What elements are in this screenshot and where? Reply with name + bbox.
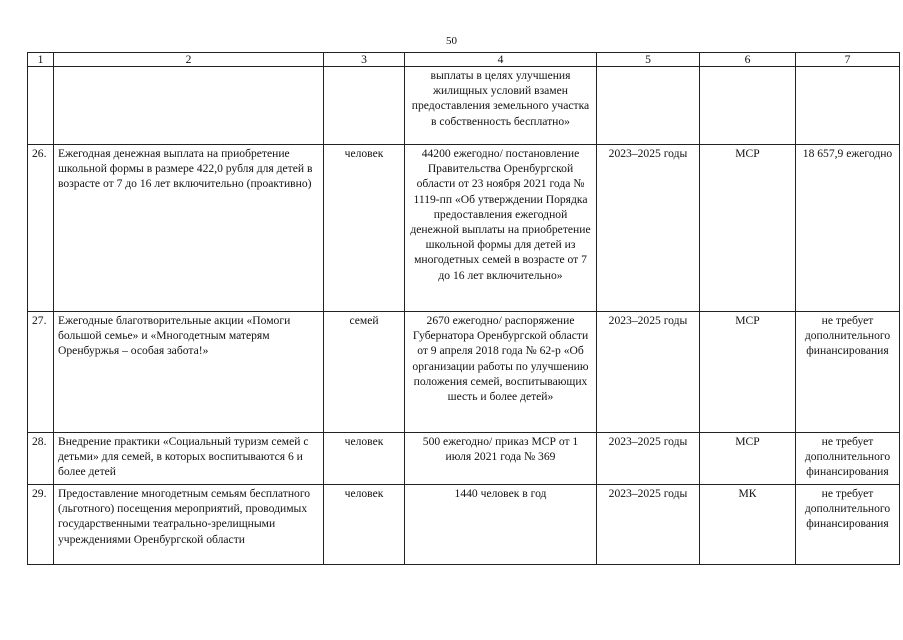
table-row [28, 145, 900, 312]
column-header: 4 [405, 53, 597, 67]
cell-financing: 18 657,9 ежегодно [796, 145, 900, 312]
cell-executor: МСР [700, 312, 796, 433]
column-header: 5 [597, 53, 700, 67]
cell-executor: МСР [700, 145, 796, 312]
cell-num: 29. [28, 485, 54, 565]
column-header: 6 [700, 53, 796, 67]
cell-num: 26. [28, 145, 54, 312]
cell-value: 500 ежегодно/ приказ МСР от 1 июля 2021 года № 369 [405, 433, 597, 485]
cell-num [28, 67, 54, 145]
column-header: 7 [796, 53, 900, 67]
cell-num: 28. [28, 433, 54, 485]
cell-num: 27. [28, 312, 54, 433]
cell-value: 44200 ежегодно/ постановление Правительства Оренбургской области от 23 ноября 2021 года № 1119-пп «Об утверждении Порядка предоставления ежегодной денежной выплаты на приобретение школьной формы для детей из многодетных семей в возрасте от 7 до 16 лет включительно» [405, 145, 597, 312]
cell-unit [324, 67, 405, 145]
cell-value: 1440 человек в год [405, 485, 597, 565]
cell-value: 2670 ежегодно/ распоряжение Губернатора Оренбургской области от 9 апреля 2018 года № 62-р «Об организации работы по улучшению положения семей, воспитывающих шесть и более детей» [405, 312, 597, 433]
cell-name: Внедрение практики «Социальный туризм семей с детьми» для семей, в которых воспитываются 6 и более детей [54, 433, 324, 485]
cell-executor [700, 67, 796, 145]
column-header: 2 [54, 53, 324, 67]
cell-unit: семей [324, 312, 405, 433]
cell-name: Ежегодные благотворительные акции «Помоги большой семье» и «Многодетным матерям Оренбуржья – особая забота!» [54, 312, 324, 433]
table-header-row [28, 53, 900, 67]
table-row [28, 485, 900, 565]
cell-period: 2023–2025 годы [597, 145, 700, 312]
cell-period: 2023–2025 годы [597, 433, 700, 485]
column-header: 3 [324, 53, 405, 67]
table-row [28, 433, 900, 485]
table-row [28, 312, 900, 433]
cell-financing: не требует дополнительного финансирования [796, 312, 900, 433]
cell-unit: человек [324, 485, 405, 565]
cell-name [54, 67, 324, 145]
cell-period [597, 67, 700, 145]
cell-financing: не требует дополнительного финансирования [796, 485, 900, 565]
cell-name: Предоставление многодетным семьям бесплатного (льготного) посещения мероприятий, проводимых государственными театрально-зрелищными учреждениями Оренбургской области [54, 485, 324, 565]
page-number: 50 [446, 35, 457, 47]
cell-name: Ежегодная денежная выплата на приобретение школьной формы в размере 422,0 рубля для детей в возрасте от 7 до 16 лет включительно (проактивно) [54, 145, 324, 312]
cell-value: выплаты в целях улучшения жилищных условий взамен предоставления земельного участка в собственность бесплатно» [405, 67, 597, 145]
cell-financing: не требует дополнительного финансирования [796, 433, 900, 485]
cell-unit: человек [324, 145, 405, 312]
cell-executor: МСР [700, 433, 796, 485]
table-row-continuation [28, 67, 900, 145]
measures-table [27, 52, 900, 565]
cell-period: 2023–2025 годы [597, 485, 700, 565]
cell-executor: МК [700, 485, 796, 565]
cell-financing [796, 67, 900, 145]
column-header: 1 [28, 53, 54, 67]
cell-unit: человек [324, 433, 405, 485]
cell-period: 2023–2025 годы [597, 312, 700, 433]
